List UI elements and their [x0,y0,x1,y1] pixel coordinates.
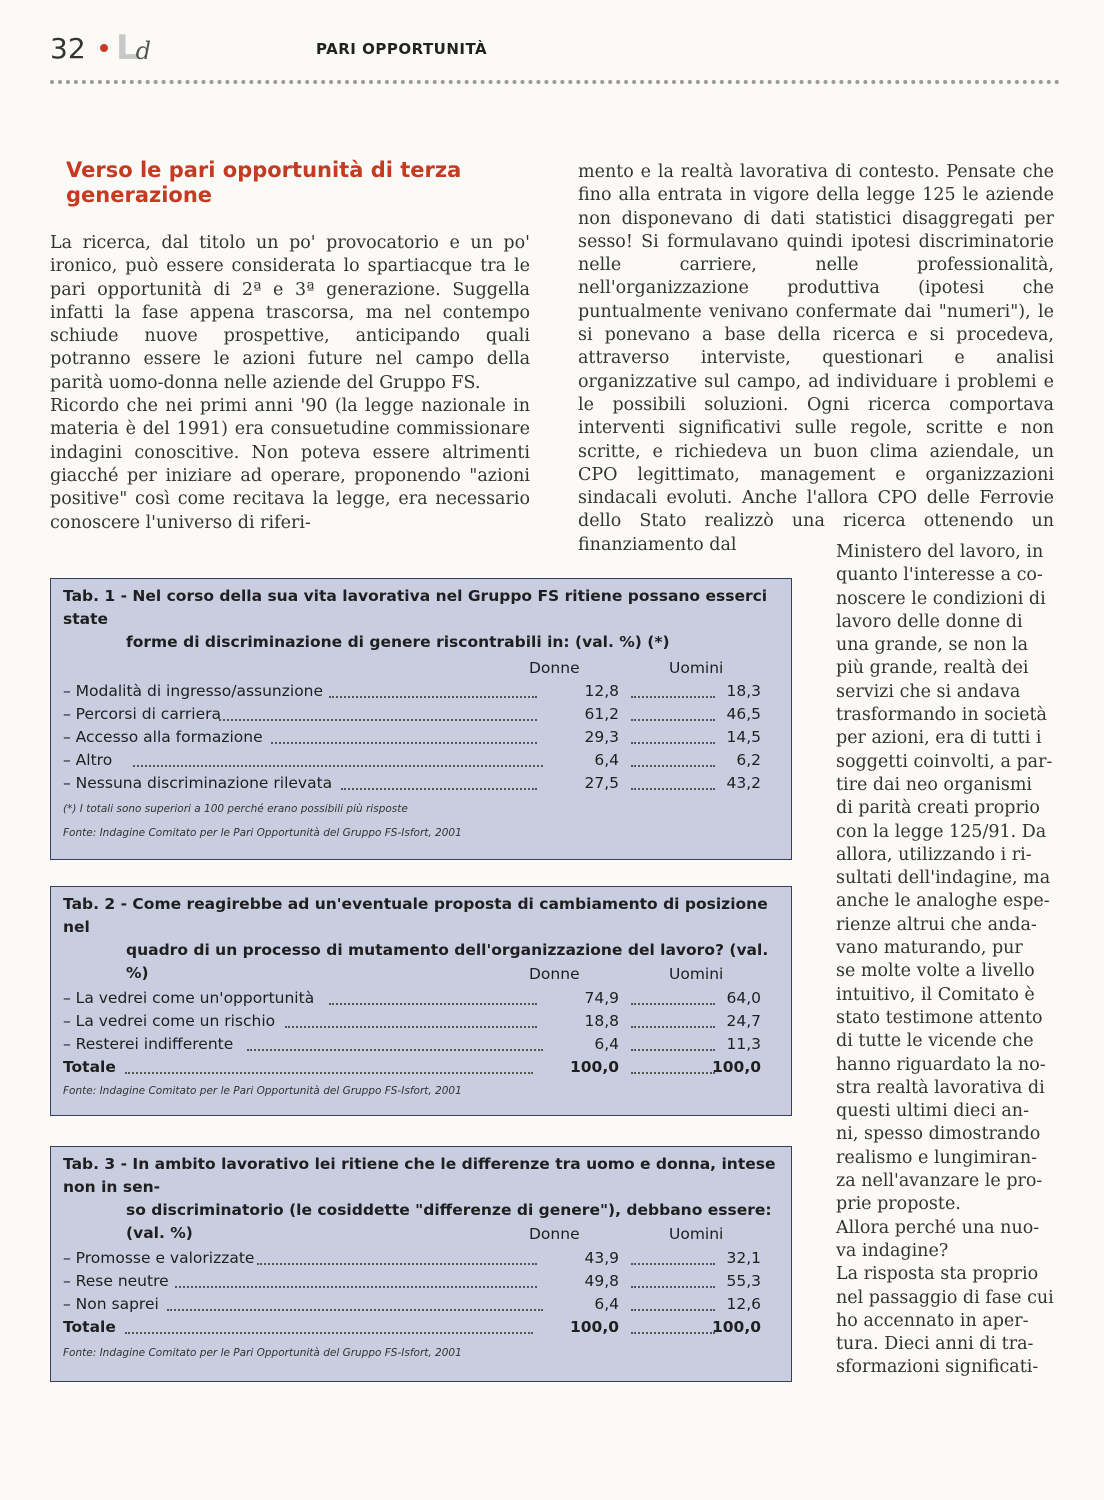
column-line: soggetti coinvolti, a par- [836,751,1053,772]
column-line: di tutte le vicende che [836,1031,1034,1052]
column-line: se molte volte a livello [836,961,1035,982]
table-3: Tab. 3 - In ambito lavorativo lei ritiene che le differenze tra uomo e donna, intese non in sen- so discriminatorio (le cosiddette "differenze di genere"), debbano essere: (val. %) Donne Uomini – Promosse e valorizzate 43,9 32,1 – Rese neutre 49,8 55,3 – Non saprei 6,4 12,6 Totale 100,0 100,0 Fonte: Indagine Comitato per le Pari Opportunità del Gruppo FS-Isfort, 2001 [50,1146,792,1382]
article-column-left [50,232,530,535]
col-donne: Donne [529,965,580,983]
column-line: Ministero del lavoro, in [836,542,1044,562]
col-donne: Donne [529,659,580,677]
column-line: ni, spesso dimostrando [836,1124,1041,1145]
column-line: vano maturando, pur [836,938,1023,959]
column-line: più grande, realtà dei [836,658,1029,679]
table-heading: Tab. 1 - Nel corso della sua vita lavorativa nel Gruppo FS ritiene possano esserci state forme di discriminazione di genere riscontrabili in: (val. %) (*) [63,587,768,651]
column-line: va indagine? [836,1240,949,1261]
column-line: trasformando in società [836,705,1047,726]
bullet-dot [100,44,108,52]
table-source: Fonte: Indagine Comitato per le Pari Opportunità del Gruppo FS-Isfort, 2001 [63,1347,462,1359]
table-source: Fonte: Indagine Comitato per le Pari Opportunità del Gruppo FS-Isfort, 2001 [63,1085,462,1097]
paragraph: mento e la realtà lavorativa di contesto. Pensate che fino alla entrata in vigore della legge 125 le aziende non disponevano di dati statistici disaggregati per sesso! Si formulavano quindi ipotesi discriminatorie nelle carriere, nelle professionalità, nell'organizzazione produttiva (ipotesi che puntualmente venivano confermate dai "numeri"), le si ponevano a base della ricerca e si procedeva, attraverso interviste, questionari e analisi organizzative sul campo, ad individuare i problemi e le possibili soluzioni. Ogni ricerca comportava interventi significativi sulle regole, scritte e non scritte, e richiedeva un buon clima aziendale, un CPO legittimato, management e organizzazioni sindacali evoluti. Anche l'allora CPO delle Ferrovie dello Stato realizzò una ricerca ottenendo un finanziamento dal [578,162,1054,555]
column-line: stra realtà lavorativa di [836,1077,1045,1098]
col-uomini: Uomini [669,659,724,677]
table-note: (*) I totali sono superiori a 100 perché erano possibili più risposte [63,803,408,815]
paragraph: La ricerca, dal titolo un po' provocatorio e un po' ironico, può essere considerata lo spartiacque tra le pari opportunità di 2ª e 3ª generazione. Suggella infatti la fase appena trascorsa, ma nel contempo schiude nuove prospettive, anticipando quali potranno essere le azioni future nel campo della parità uomo-donna nelle aziende del Gruppo FS. [50,233,530,393]
column-line: per azioni, era di tutti i [836,728,1042,749]
column-line: Allora perché una nuo- [836,1217,1040,1238]
column-line: prie proposte. [836,1194,961,1215]
column-line: di parità creati proprio [836,798,1040,819]
column-line: con la legge 125/91. Da [836,821,1047,842]
column-line: realismo e lungimiran- [836,1147,1038,1168]
column-line: tire dai neo organismi [836,774,1033,795]
header-divider [50,80,1060,84]
paragraph: Ricordo che nei primi anni '90 (la legge nazionale in materia è del 1991) era consuetudine commissionare indagini conoscitive. Non poteva essere altrimenti giacché per iniziare ad operare, proponendo "azioni positive" così come recitava la legge, era necessario conoscere l'universo di riferi- [50,396,530,533]
column-line: stato testimone attento [836,1007,1043,1028]
col-uomini: Uomini [669,1225,724,1243]
magazine-logo: Ld [116,28,152,68]
column-line: sultati dell'indagine, ma [836,868,1051,889]
column-line: ho accennato in aper- [836,1310,1029,1331]
column-line: hanno riguardato la no- [836,1054,1046,1075]
table-heading: Tab. 2 - Come reagirebbe ad un'eventuale proposta di cambiamento di posizione nel quadro di un processo di mutamento dell'organizzazione del lavoro? (val. %) [63,895,769,982]
column-line: una grande, se non la [836,635,1029,656]
page-header [50,28,1060,76]
table-heading: Tab. 3 - In ambito lavorativo lei ritiene che le differenze tra uomo e donna, intese non in sen- so discriminatorio (le cosiddette "differenze di genere"), debbano essere: (val. %) [63,1155,776,1242]
article-column-right [836,541,1056,1380]
column-line: tura. Dieci anni di tra- [836,1334,1034,1355]
table-2: Tab. 2 - Come reagirebbe ad un'eventuale proposta di cambiamento di posizione nel quadro di un processo di mutamento dell'organizzazione del lavoro? (val. %) Donne Uomini – La vedrei come un'opportunità 74,9 64,0 – La vedrei come un rischio 18,8 24,7 – Resterei indifferente 6,4 11,3 Totale 100,0 100,0 Fonte: Indagine Comitato per le Pari Opportunità del Gruppo FS-Isfort, 2001 [50,886,792,1116]
column-line: questi ultimi dieci an- [836,1101,1029,1122]
article-column-middle [578,161,1054,557]
page-number: 32 [50,32,86,65]
table-source: Fonte: Indagine Comitato per le Pari Opportunità del Gruppo FS-Isfort, 2001 [63,827,462,839]
column-line: noscere le condizioni di [836,588,1046,609]
column-line: La risposta sta proprio [836,1264,1039,1285]
column-line: nel passaggio di fase cui [836,1287,1054,1308]
column-line: lavoro delle donne di [836,611,1023,632]
col-uomini: Uomini [669,965,724,983]
column-line: allora, utilizzando i ri- [836,844,1032,865]
column-line: sformazioni significati- [836,1357,1039,1378]
column-line: rienze altrui che anda- [836,914,1037,935]
section-title: PARI OPPORTUNITÀ [316,40,488,58]
column-line: za nell'avanzare le pro- [836,1171,1043,1192]
column-line: servizi che si andava [836,681,1021,702]
column-line: anche le analoghe espe- [836,891,1050,912]
article-title: Verso le pari opportunità di terza generazione [66,158,462,207]
table-1: Tab. 1 - Nel corso della sua vita lavorativa nel Gruppo FS ritiene possano esserci state forme di discriminazione di genere riscontrabili in: (val. %) (*) Donne Uomini – Modalità di ingresso/assunzione 12,8 18,3 – Percorsi di carriera 61,2 46,5 – Accesso alla formazione 29,3 14,5 – Altro 6,4 6,2 – Nessuna discriminazione rilevata 27,5 43,2 (*) I totali sono superiori a 100 perché erano possibili più risposte Fonte: Indagine Comitato per le Pari Opportunità del Gruppo FS-Isfort, 2001 [50,578,792,860]
col-donne: Donne [529,1225,580,1243]
column-line: quanto l'interesse a co- [836,565,1043,586]
column-line: intuitivo, il Comitato è [836,984,1035,1005]
